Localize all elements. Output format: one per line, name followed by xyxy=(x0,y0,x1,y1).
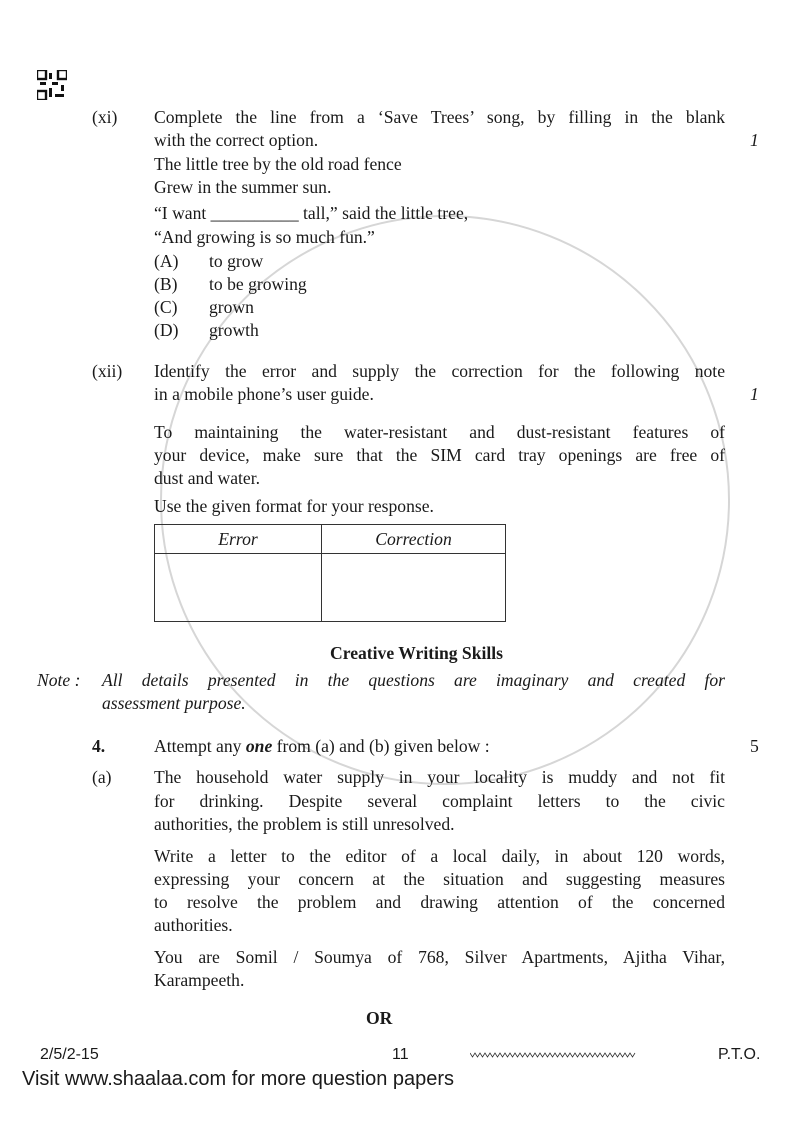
question-text: Identify the error and supply the correction for the following note xyxy=(154,361,725,381)
question-prompt xyxy=(154,736,725,756)
question-text: authorities, the problem is still unresolved. xyxy=(154,814,455,834)
question-text: with the correct option. xyxy=(154,130,319,150)
note-text: your device, make sure that the SIM card tray openings are free of xyxy=(154,445,725,465)
song-line: “And growing is so much fun.” xyxy=(154,227,375,247)
note-text: assessment purpose. xyxy=(102,693,246,713)
wavy-line-icon xyxy=(470,1051,640,1059)
option-label: (D) xyxy=(154,320,179,340)
question-text: to resolve the problem and drawing attention of the concerned xyxy=(154,892,725,912)
pto-label: P.T.O. xyxy=(718,1046,761,1063)
page-number: 11 xyxy=(392,1046,409,1063)
sub-question-label: (a) xyxy=(92,767,112,787)
prompt-text: Attempt any xyxy=(154,736,246,756)
option-text: grown xyxy=(209,297,254,317)
prompt-text: from (a) and (b) given below : xyxy=(272,736,490,756)
visit-link[interactable]: Visit www.shaalaa.com for more question papers xyxy=(22,1068,455,1090)
song-line: Grew in the summer sun. xyxy=(154,177,332,197)
qr-code-icon xyxy=(37,70,67,100)
question-number: (xii) xyxy=(92,361,123,381)
option-label: (A) xyxy=(154,251,179,271)
question-text: expressing your concern at the situation and suggesting measures xyxy=(154,869,725,889)
section-title: Creative Writing Skills xyxy=(330,643,504,663)
response-format-table xyxy=(154,524,506,622)
marks: 1 xyxy=(750,384,759,404)
question-text: Write a letter to the editor of a local daily, in about 120 words, xyxy=(154,846,725,866)
question-number: 4. xyxy=(92,736,106,756)
correction-cell xyxy=(322,554,506,622)
option-text: to grow xyxy=(209,251,264,271)
or-divider: OR xyxy=(366,1008,393,1028)
note-text: To maintaining the water-resistant and dust-resistant features of xyxy=(154,422,725,442)
question-text: Complete the line from a ‘Save Trees’ song, by filling in the blank xyxy=(154,107,725,127)
option-text: growth xyxy=(209,320,259,340)
paper-code: 2/5/2-15 xyxy=(40,1046,99,1063)
prompt-emphasis: one xyxy=(245,736,273,756)
song-line: The little tree by the old road fence xyxy=(154,154,402,174)
note-text: dust and water. xyxy=(154,468,261,488)
question-text: You are Somil / Soumya of 768, Silver Apartments, Ajitha Vihar, xyxy=(154,947,725,967)
table-header-error: Error xyxy=(155,525,322,554)
question-text: authorities. xyxy=(154,915,233,935)
question-text: for drinking. Despite several complaint letters to the civic xyxy=(154,791,725,811)
question-text: Karampeeth. xyxy=(154,970,245,990)
table-header-correction: Correction xyxy=(322,525,506,554)
marks: 5 xyxy=(750,736,759,756)
question-text: in a mobile phone’s user guide. xyxy=(154,384,374,404)
song-line: “I want __________ tall,” said the little tree, xyxy=(154,203,469,223)
note-label: Note : xyxy=(37,670,81,690)
marks: 1 xyxy=(750,130,759,150)
option-label: (B) xyxy=(154,274,178,294)
question-number: (xi) xyxy=(92,107,118,127)
option-text: to be growing xyxy=(209,274,307,294)
format-instruction: Use the given format for your response. xyxy=(154,496,434,516)
note-text: All details presented in the questions are imaginary and created for xyxy=(102,670,725,690)
error-cell xyxy=(155,554,322,622)
option-label: (C) xyxy=(154,297,178,317)
question-text: The household water supply in your locality is muddy and not fit xyxy=(154,767,725,787)
